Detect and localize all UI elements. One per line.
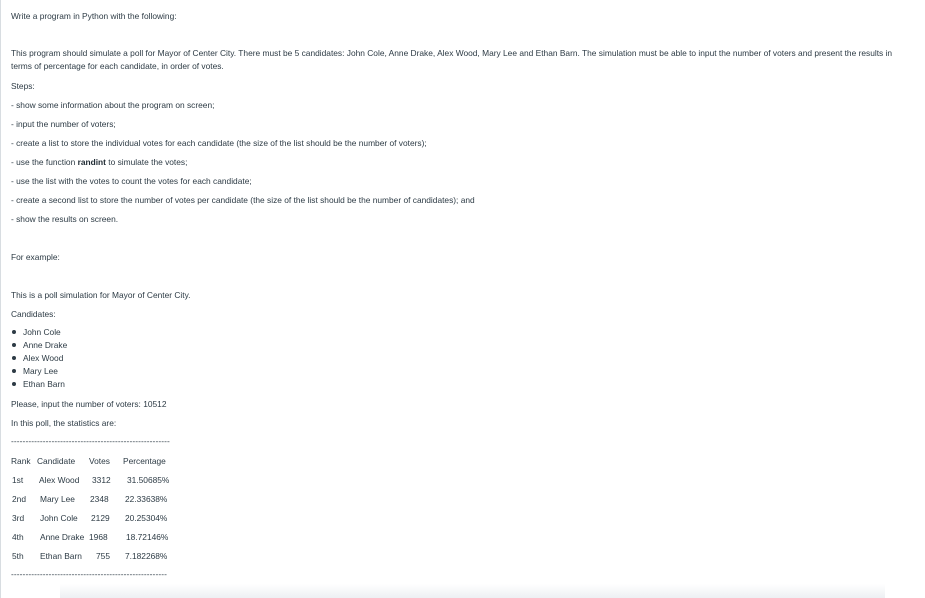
example-label: For example: bbox=[11, 252, 60, 262]
candidate-name: John Cole bbox=[23, 327, 61, 337]
step-5: - use the list with the votes to count the votes for each candidate; bbox=[11, 176, 252, 186]
row-3-candidate: John Cole bbox=[40, 513, 78, 523]
header-rank: Rank bbox=[11, 456, 31, 466]
list-item bbox=[11, 366, 67, 379]
step-3: - create a list to store the individual votes for each candidate (the size of the list should be the number of voters); bbox=[11, 138, 427, 148]
separator-bottom: ------------------------------------------------------ bbox=[11, 569, 168, 579]
row-3-votes: 2129 bbox=[91, 513, 110, 523]
row-3-rank: 3rd bbox=[12, 513, 25, 523]
row-4-votes: 1968 bbox=[89, 532, 108, 542]
row-3-percentage: 20.25304% bbox=[125, 513, 168, 523]
separator-top: ------------------------------------------------------- bbox=[11, 436, 170, 446]
intro-text: Write a program in Python with the following: bbox=[11, 11, 177, 21]
candidate-name: Anne Drake bbox=[23, 340, 68, 350]
step-1: - show some information about the program on screen; bbox=[11, 100, 215, 110]
example-header: This is a poll simulation for Mayor of Center City. bbox=[11, 290, 191, 300]
randint-keyword: randint bbox=[77, 157, 106, 167]
row-5-percentage: 7.182268% bbox=[125, 551, 168, 561]
row-1-percentage: 31.50685% bbox=[127, 475, 170, 485]
step-4 bbox=[11, 157, 187, 167]
candidate-name: Ethan Barn bbox=[23, 379, 65, 389]
row-2-candidate: Mary Lee bbox=[40, 494, 75, 504]
step-4-post: to simulate the votes; bbox=[105, 157, 188, 167]
bullet-icon bbox=[12, 369, 16, 373]
step-2: - input the number of voters; bbox=[11, 119, 116, 129]
statistics-label: In this poll, the statistics are: bbox=[11, 418, 117, 428]
row-5-candidate: Ethan Barn bbox=[40, 551, 82, 561]
step-4-pre: - use the function bbox=[11, 157, 78, 167]
row-1-candidate: Alex Wood bbox=[39, 475, 80, 485]
candidate-name: Mary Lee bbox=[23, 366, 58, 376]
left-border bbox=[0, 0, 1, 598]
step-6: - create a second list to store the number of votes per candidate (the size of the list should be the number of candidates); and bbox=[11, 195, 475, 205]
candidates-list bbox=[11, 327, 67, 392]
row-2-rank: 2nd bbox=[12, 494, 26, 504]
row-1-rank: 1st bbox=[12, 475, 24, 485]
list-item bbox=[11, 327, 67, 340]
candidate-name: Alex Wood bbox=[23, 353, 64, 363]
row-4-candidate: Anne Drake bbox=[40, 532, 85, 542]
description-paragraph: This program should simulate a poll for Mayor of Center City. There must be 5 candidates: John Cole, Anne Drake, Alex Wood, Mary Lee and Ethan Barn. The simulation must be able to input the number of voters and present the results in terms of percentage for each candidate, in order of votes. bbox=[11, 48, 893, 71]
row-1-votes: 3312 bbox=[92, 475, 111, 485]
list-item bbox=[11, 353, 67, 366]
header-percentage: Percentage bbox=[123, 456, 166, 466]
bullet-icon bbox=[12, 382, 16, 386]
bottom-shadow bbox=[60, 584, 885, 598]
header-candidate: Candidate bbox=[37, 456, 76, 466]
list-item bbox=[11, 379, 67, 392]
bullet-icon bbox=[12, 356, 16, 360]
candidates-label: Candidates: bbox=[11, 309, 56, 319]
row-2-percentage: 22.33638% bbox=[125, 494, 168, 504]
row-5-votes: 755 bbox=[96, 551, 110, 561]
row-5-rank: 5th bbox=[12, 551, 24, 561]
step-7: - show the results on screen. bbox=[11, 214, 119, 224]
voters-input-prompt: Please, input the number of voters: 10512 bbox=[11, 399, 167, 409]
row-4-rank: 4th bbox=[12, 532, 24, 542]
steps-label: Steps: bbox=[11, 81, 35, 91]
bullet-icon bbox=[12, 343, 16, 347]
bullet-icon bbox=[12, 330, 16, 334]
header-votes: Votes bbox=[89, 456, 110, 466]
row-2-votes: 2348 bbox=[90, 494, 109, 504]
list-item bbox=[11, 340, 67, 353]
row-4-percentage: 18.72146% bbox=[126, 532, 169, 542]
